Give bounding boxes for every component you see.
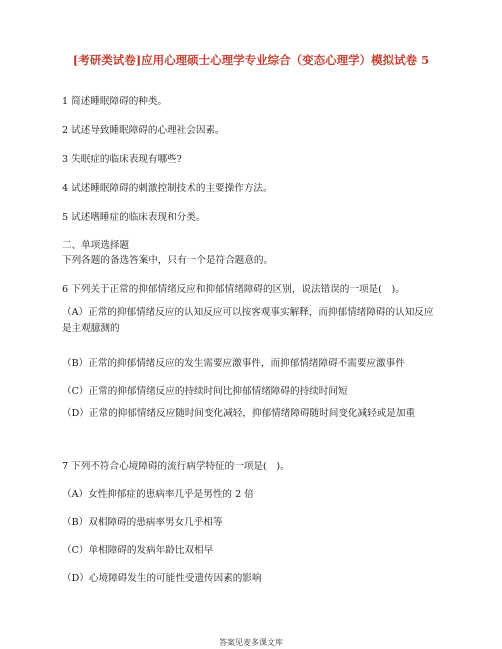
page-footer: 答案见麦多课文库 — [219, 638, 283, 647]
question-6-stem: 6 下列关于正常的抑郁情绪反应和抑郁情绪障碍的区别，说法错误的一项是( )。 — [62, 284, 405, 295]
question-6-option-b: （B）正常的抑郁情绪反应的发生需要应激事件，而抑郁情绪障碍不需要应激事件 — [62, 358, 405, 369]
question-6-option-c: （C）正常的抑郁情绪反应的持续时间比抑郁情绪障碍的持续时间短 — [62, 386, 348, 397]
section-instruction: 下列各题的备选答案中，只有一个是符合题意的。 — [62, 255, 274, 266]
page-title: [考研类试卷]应用心理硕士心理学专业综合（变态心理学）模拟试卷 5 — [72, 53, 430, 67]
question-7-option-d: （D）心境障碍发生的可能性受遗传因素的影响 — [62, 573, 262, 584]
question-2: 2 试述导致睡眠障碍的心理社会因素。 — [62, 125, 225, 136]
question-3: 3 失眠症的临床表现有哪些? — [62, 154, 182, 165]
question-4: 4 试述睡眠障碍的刺激控制技术的主要操作方法。 — [62, 183, 273, 194]
question-6-option-a: （A）正常的抑郁情绪反应的认知反应可以按客观事实解释，而抑郁情绪障碍的认知反应是主观臆测的 — [62, 307, 434, 334]
section-heading: 二、单项选择题 — [62, 240, 130, 251]
question-7-option-b: （B）双相障碍的患病率男女几乎相等 — [62, 517, 223, 528]
question-7-option-c: （C）单相障碍的发病年龄比双相早 — [62, 545, 214, 556]
question-7-stem: 7 下列不符合心境障碍的流行病学特征的一项是( )。 — [62, 461, 290, 472]
question-7-option-a: （A）女性抑郁症的患病率几乎是男性的 2 倍 — [62, 489, 254, 500]
question-6-option-d: （D）正常的抑郁情绪反应随时间变化减轻，抑郁情绪障碍随时间变化减轻或是加重 — [62, 408, 416, 419]
question-1: 1 简述睡眠障碍的种类。 — [62, 96, 168, 107]
question-5: 5 试述嗜睡症的临床表现和分类。 — [62, 212, 206, 223]
